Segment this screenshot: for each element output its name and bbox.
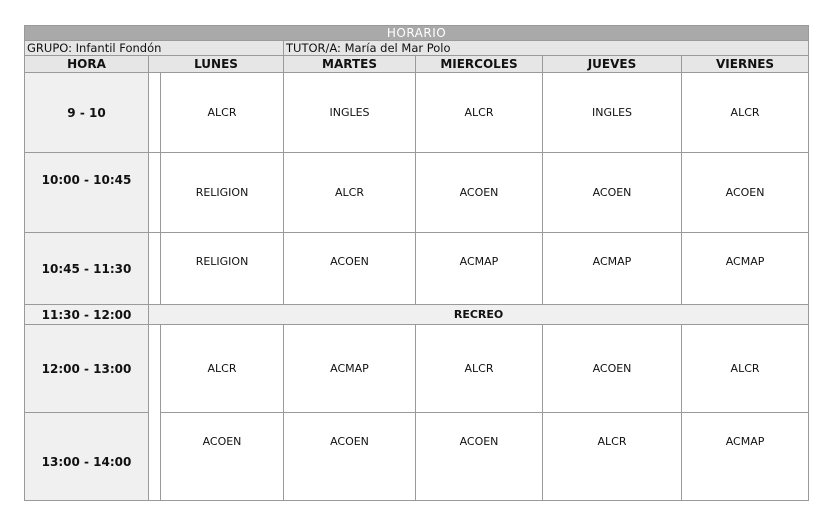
subject-cell: ALCR [161, 325, 284, 413]
schedule-sheet [24, 25, 808, 501]
hour-cell: 12:00 - 13:00 [25, 325, 149, 413]
column-header-lunes: LUNES [149, 56, 284, 73]
subject-cell: ALCR [543, 413, 682, 501]
table-row [25, 325, 809, 413]
hour-cell: 11:30 - 12:00 [25, 305, 149, 325]
subject-cell: ALCR [416, 325, 543, 413]
subject-cell: ACOEN [284, 413, 416, 501]
spacer-cell [149, 73, 161, 153]
column-header-jueves: JUEVES [543, 56, 682, 73]
column-header-miercoles: MIERCOLES [416, 56, 543, 73]
tutor-label: TUTOR/A: María del Mar Polo [284, 41, 809, 56]
hour-cell: 10:45 - 11:30 [25, 233, 149, 305]
hour-cell: 13:00 - 14:00 [25, 413, 149, 501]
hour-cell: 9 - 10 [25, 73, 149, 153]
spacer-cell [149, 153, 161, 233]
subject-cell: ACOEN [682, 153, 809, 233]
schedule-table [24, 25, 809, 501]
subject-cell: ACMAP [416, 233, 543, 305]
schedule-title: HORARIO [25, 26, 809, 41]
subject-cell: ALCR [416, 73, 543, 153]
subject-cell: RELIGION [161, 233, 284, 305]
hour-cell: 10:00 - 10:45 [25, 153, 149, 233]
subject-cell: INGLES [543, 73, 682, 153]
column-header-martes: MARTES [284, 56, 416, 73]
group-label: GRUPO: Infantil Fondón [25, 41, 284, 56]
subject-cell: ACOEN [161, 413, 284, 501]
recreo-label: RECREO [149, 305, 809, 325]
subject-cell: ALCR [161, 73, 284, 153]
table-row [25, 233, 809, 305]
subject-cell: RELIGION [161, 153, 284, 233]
table-row [25, 153, 809, 233]
recreo-row [25, 305, 809, 325]
table-row [25, 73, 809, 153]
subject-cell: ACOEN [543, 325, 682, 413]
subject-cell: ACMAP [682, 413, 809, 501]
table-row [25, 413, 809, 501]
subject-cell: ACMAP [682, 233, 809, 305]
subject-cell: ACOEN [284, 233, 416, 305]
column-header-hora: HORA [25, 56, 149, 73]
subject-cell: ACOEN [416, 413, 543, 501]
subject-cell: ACOEN [543, 153, 682, 233]
column-header-viernes: VIERNES [682, 56, 809, 73]
subject-cell: ALCR [682, 325, 809, 413]
spacer-cell [149, 233, 161, 305]
subject-cell: INGLES [284, 73, 416, 153]
spacer-cell [149, 325, 161, 501]
subject-cell: ALCR [682, 73, 809, 153]
subject-cell: ACMAP [543, 233, 682, 305]
subject-cell: ALCR [284, 153, 416, 233]
subject-cell: ACOEN [416, 153, 543, 233]
subject-cell: ACMAP [284, 325, 416, 413]
